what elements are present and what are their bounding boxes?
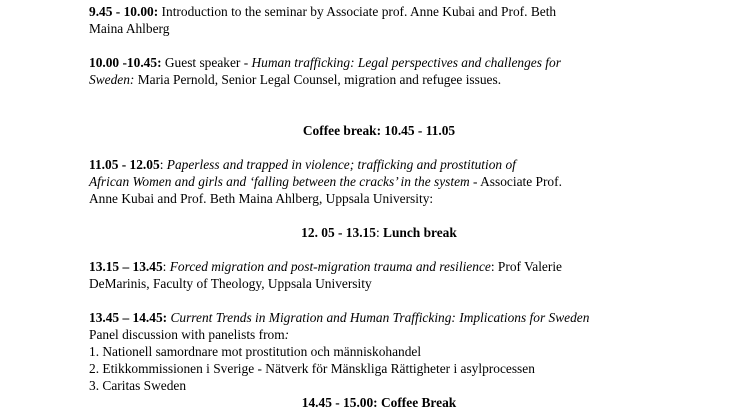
program-entry-forced-migration (89, 258, 669, 292)
panel-intro: Panel discussion with panelists from (89, 327, 285, 342)
lunch-break (89, 224, 669, 241)
entry-title: Human trafficking: Legal perspectives and challenges for (251, 55, 561, 70)
program-entry-panel (89, 309, 669, 343)
entry-time: 11.05 - 12.05 (89, 157, 160, 172)
entry-text-cont: Maina Ahlberg (89, 21, 170, 36)
entry-time: 13.15 – 13.45 (89, 259, 163, 274)
lunch-label: Lunch break (383, 225, 457, 240)
entry-title: Current Trends in Migration and Human Trafficking: Implications for Sweden (167, 310, 590, 325)
entry-time: 9.45 - 10.00: (89, 4, 159, 19)
entry-time: 13.45 – 14.45: (89, 310, 168, 325)
entry-separator: : (162, 259, 170, 274)
entry-title-cont: African Women and girls and ‘falling between the cracks’ in the system (89, 174, 470, 189)
entry-title: Forced migration and post-migration trauma and resilience (169, 259, 491, 274)
program-entry-intro (89, 3, 669, 37)
panel-intro-colon: : (284, 327, 290, 342)
lunch-separator: : (375, 225, 384, 240)
program-entry-guest-speaker (89, 54, 669, 88)
panelist-list (89, 343, 669, 394)
list-item: 3. Caritas Sweden (89, 378, 187, 393)
entry-title-cont: Sweden: (89, 72, 135, 87)
entry-prefix: Guest speaker - (161, 55, 252, 70)
list-item: 2. Etikkommissionen i Sverige - Nätverk för Mänskliga Rättigheter i asylprocessen (89, 361, 535, 376)
entry-speaker-prefix: : Prof Valerie (490, 259, 562, 274)
coffee-break-2: 14.45 - 15.00: Coffee Break (301, 395, 457, 410)
entry-title: Paperless and trapped in violence; trafficking and prostitution of (166, 157, 516, 172)
list-item: 1. Nationell samordnare mot prostitution och människohandel (89, 344, 422, 359)
entry-separator: : (159, 157, 167, 172)
coffee-break-1: Coffee break: 10.45 - 11.05 (302, 123, 456, 138)
entry-time: 10.00 -10.45: (89, 55, 162, 70)
entry-text: Introduction to the seminar by Associate prof. Anne Kubai and Prof. Beth (158, 4, 557, 19)
entry-speakers: DeMarinis, Faculty of Theology, Uppsala University (89, 276, 372, 291)
program-page (89, 3, 669, 411)
program-entry-paperless (89, 156, 669, 207)
entry-speaker-prefix: - Associate Prof. (469, 174, 562, 189)
entry-speaker: Maria Pernold, Senior Legal Counsel, migration and refugee issues. (134, 72, 502, 87)
entry-speakers: Anne Kubai and Prof. Beth Maina Ahlberg, Uppsala University: (89, 191, 434, 206)
lunch-time: 12. 05 - 13.15 (301, 225, 376, 240)
